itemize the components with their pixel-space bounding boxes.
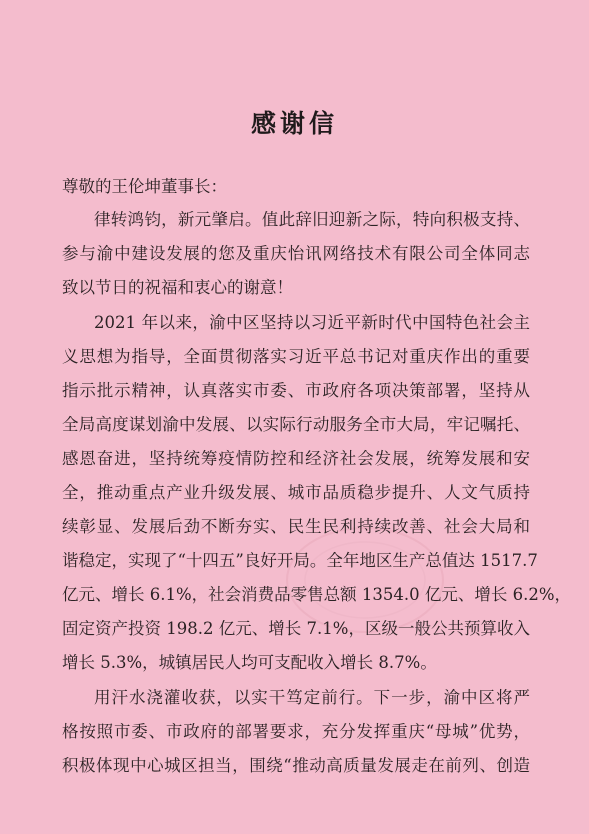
paragraph-1-line-1: 律转鸿钧，新元肇启。值此辞旧迎新之际，特向积极支持、: [94, 210, 530, 229]
paragraph-2-line-6: 全，推动重点产业升级发展、城市品质稳步提升、人文气质持: [62, 483, 530, 502]
paragraph-2-line-11: 增长 5.3%，城镇居民人均可支配收入增长 8.7%。: [62, 653, 437, 672]
paragraph-3-line-3: 积极体现中心城区担当，围绕“推动高质量发展走在前列、创造: [62, 756, 530, 775]
paragraph-2-line-1: 2021 年以来，渝中区坚持以习近平新时代中国特色社会主: [94, 313, 530, 332]
paragraph-3-line-1: 用汗水浇灌收获，以实干笃定前行。下一步，渝中区将严: [94, 688, 530, 707]
paragraph-2-line-3: 指示批示精神，认真落实市委、市政府各项决策部署，坚持从: [62, 381, 530, 400]
paragraph-1-line-3: 致以节日的祝福和衷心的谢意！: [62, 278, 293, 297]
paragraph-2-line-2: 义思想为指导，全面贯彻落实习近平总书记对重庆作出的重要: [62, 347, 530, 366]
paragraph-2-line-7: 续彰显、发展后劲不断夯实、民生民利持续改善、社会大局和: [62, 517, 530, 536]
paragraph-2-line-5: 感恩奋进，坚持统筹疫情防控和经济社会发展，统筹发展和安: [62, 449, 530, 468]
paragraph-2-line-9: 亿元、增长 6.1%，社会消费品零售总额 1354.0 亿元、增长 6.2%，: [62, 585, 572, 604]
salutation: 尊敬的王伦坤董事长：: [62, 177, 227, 196]
paragraph-2-line-10: 固定资产投资 198.2 亿元、增长 7.1%，区级一般公共预算收入: [62, 619, 530, 638]
paragraph-2-line-8: 谐稳定，实现了“十四五”良好开局。全年地区生产总值达 1517.7: [62, 551, 538, 570]
paragraph-3-line-2: 格按照市委、市政府的部署要求，充分发挥重庆“母城”优势，: [62, 722, 530, 741]
letter-title: 感谢信: [250, 109, 338, 138]
paragraph-1-line-2: 参与渝中建设发展的您及重庆怡讯网络技术有限公司全体同志: [62, 244, 530, 263]
paragraph-2-line-4: 全局高度谋划渝中发展、以实际行动服务全市大局，牢记嘱托、: [62, 415, 530, 434]
